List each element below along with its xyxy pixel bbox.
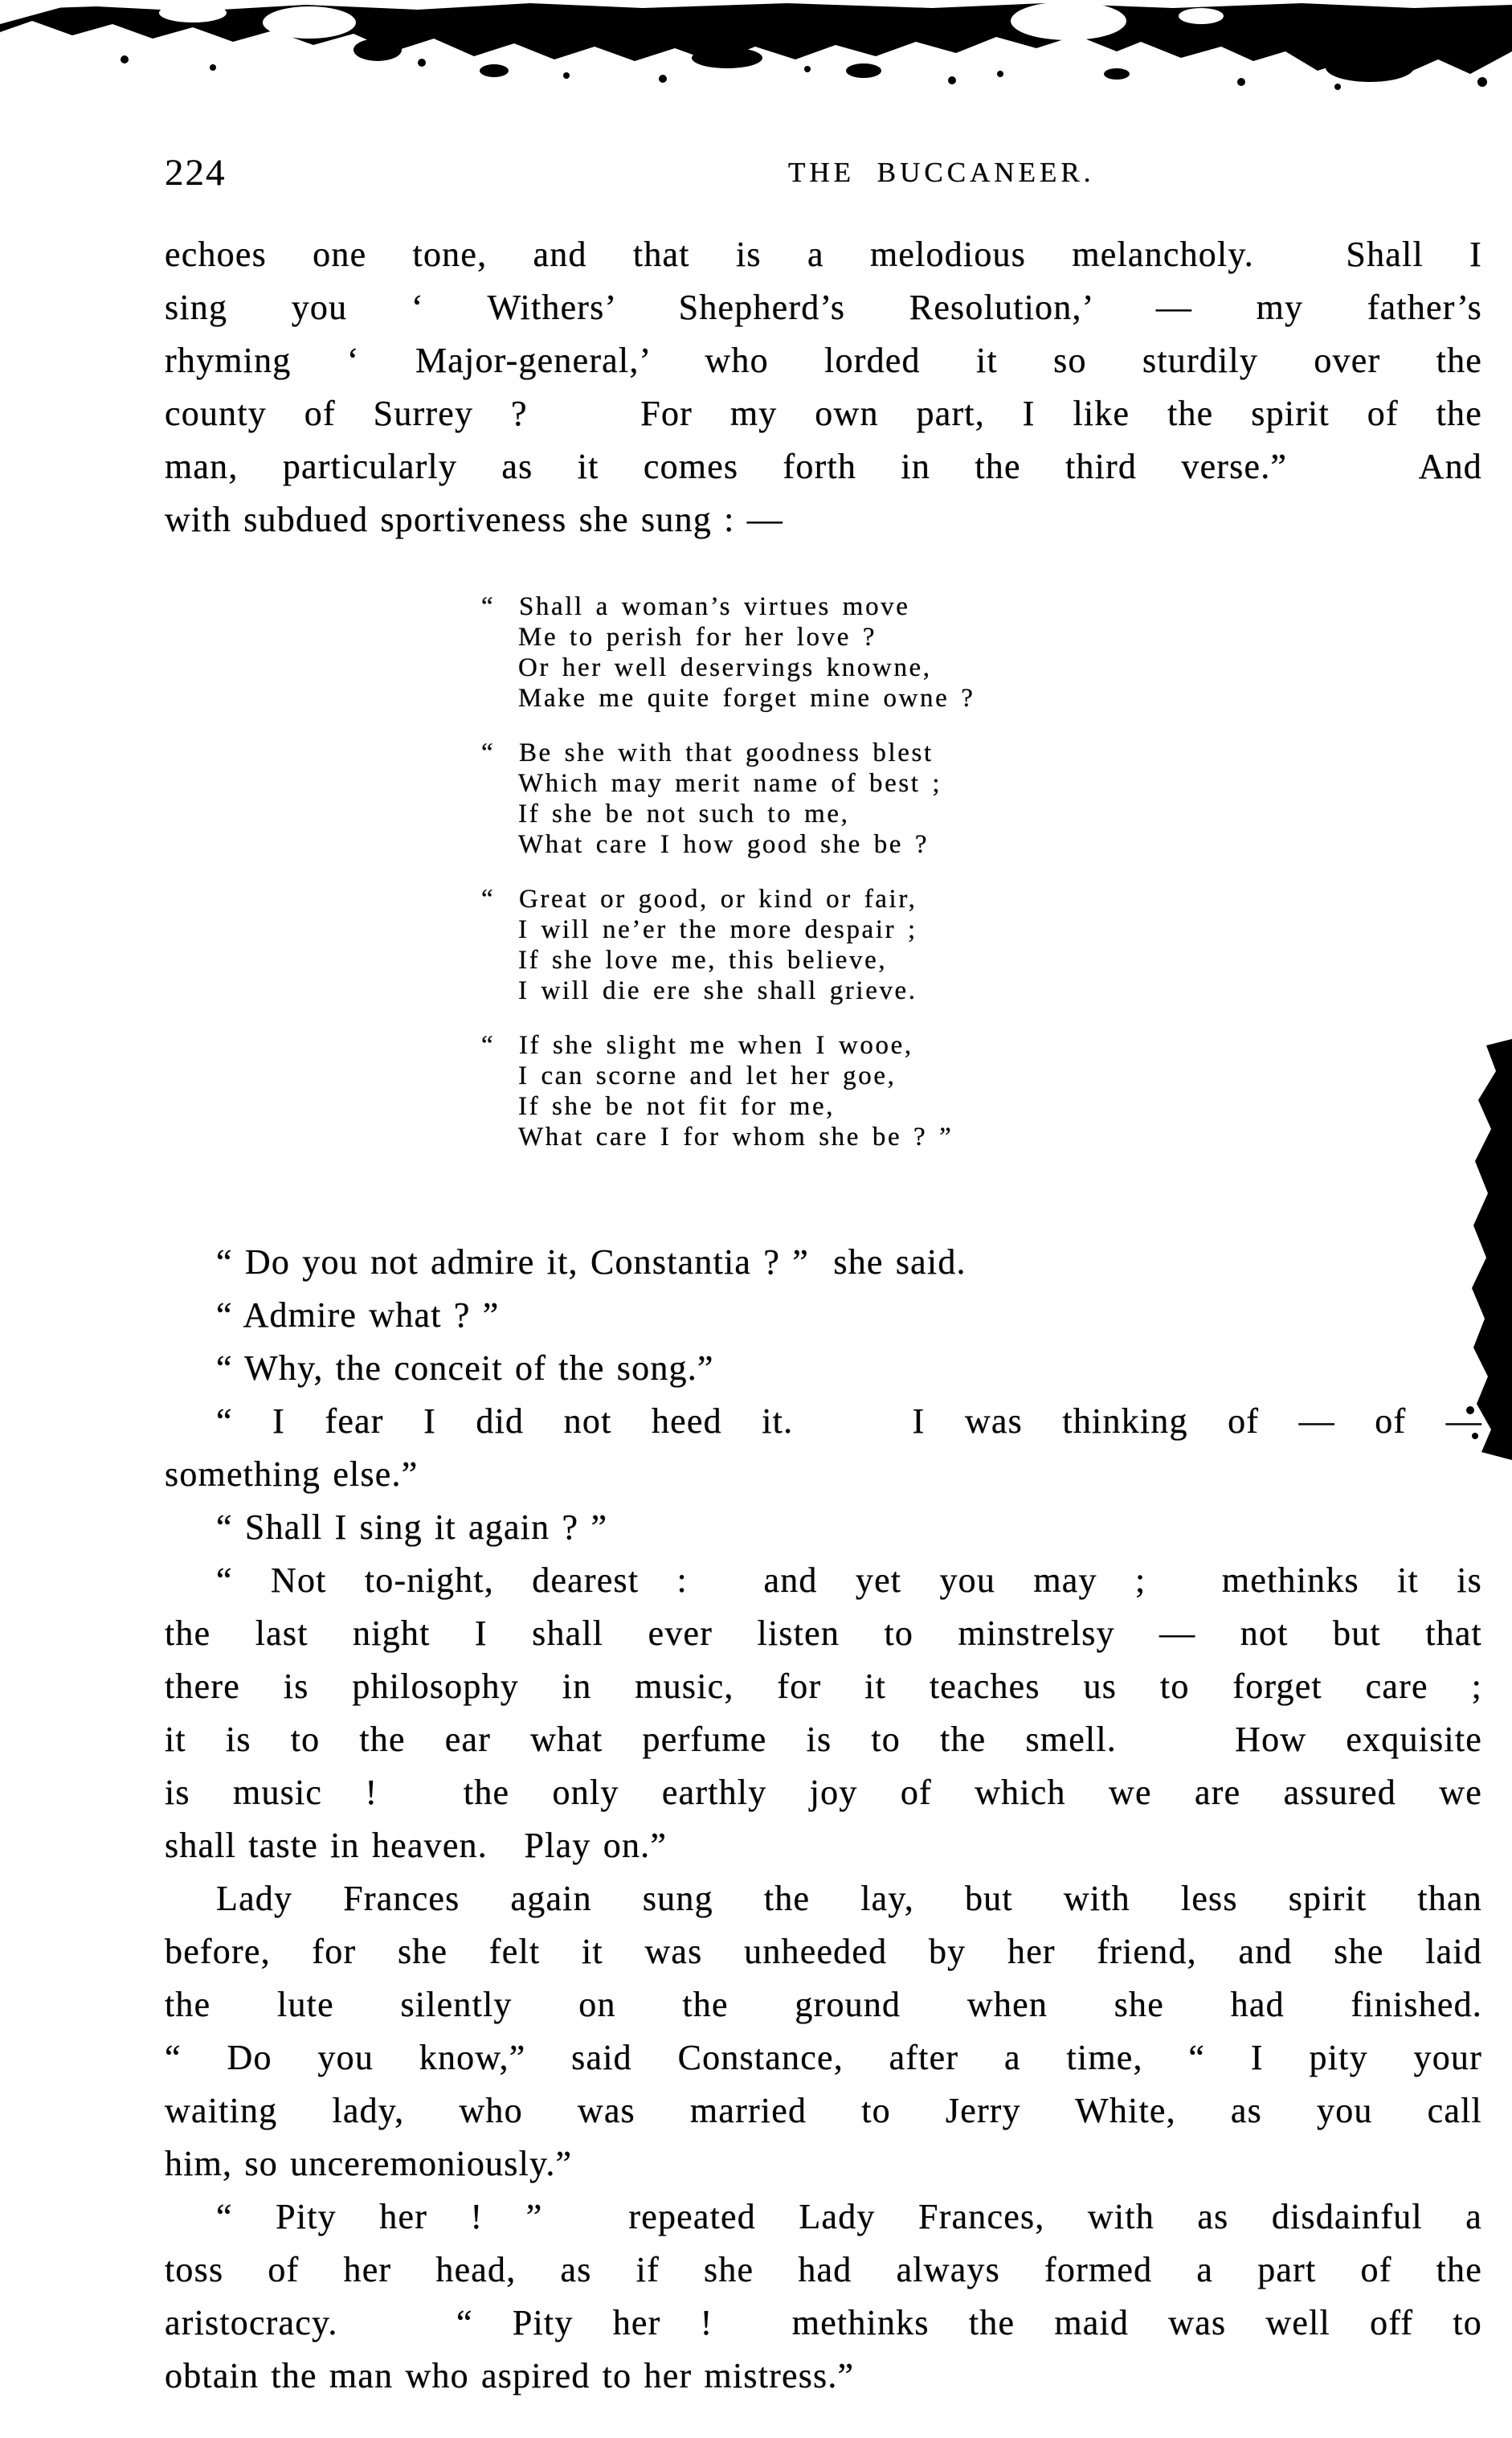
intro-paragraphs bbox=[165, 228, 1482, 546]
text-line: sing you ‘ Withers’ Shepherd’s Resolution,’ — my father’s bbox=[165, 288, 1482, 327]
text-line: “ Pity her ! ” repeated Lady Frances, with as disdainful a bbox=[216, 2197, 1482, 2236]
text-line: “ I fear I did not heed it. I was thinking of — of — bbox=[216, 1401, 1482, 1441]
poem-stanza-4 bbox=[481, 1030, 1482, 1152]
text-line: Lady Frances again sung the lay, but with less spirit than bbox=[216, 1879, 1482, 1918]
paragraph-dialogue-8 bbox=[165, 2191, 1482, 2403]
text-line: “ Admire what ? ” bbox=[216, 1295, 500, 1335]
text-line: shall taste in heaven. Play on.” bbox=[165, 1826, 668, 1865]
text-line: man, particularly as it comes forth in the third verse.” And bbox=[165, 447, 1482, 486]
text-line: aristocracy. “ Pity her ! methinks the maid was well off to bbox=[165, 2303, 1482, 2342]
text-line: with subdued sportiveness she sung : — bbox=[165, 500, 784, 539]
text-line: waiting lady, who was married to Jerry White, as you call bbox=[165, 2091, 1482, 2130]
text-line: county of Surrey ? For my own part, I like the spirit of the bbox=[165, 394, 1482, 433]
text-line: “ Be she with that goodness blest bbox=[481, 738, 934, 767]
text-line: If she love me, this believe, bbox=[518, 946, 888, 975]
text-line: “ Shall I sing it again ? ” bbox=[216, 1507, 608, 1547]
text-line: the lute silently on the ground when she had finished. bbox=[165, 1985, 1482, 2024]
text-line: I will die ere she shall grieve. bbox=[518, 976, 917, 1005]
text-line: “ Great or good, or kind or fair, bbox=[481, 885, 917, 914]
paragraph-dialogue-5 bbox=[165, 1501, 1482, 1554]
paragraph-dialogue-7 bbox=[165, 1872, 1482, 2191]
text-line: What care I for whom she be ? ” bbox=[518, 1123, 954, 1152]
paragraph-dialogue-3 bbox=[165, 1342, 1482, 1395]
dialogue-paragraphs bbox=[165, 1236, 1482, 2403]
text-line: “ Do you not admire it, Constantia ? ” she said. bbox=[216, 1242, 966, 1282]
text-line: Which may merit name of best ; bbox=[518, 769, 942, 798]
paragraph-dialogue-6 bbox=[165, 1554, 1482, 1872]
page-header bbox=[165, 151, 1482, 193]
text-line: Or her well deservings knowne, bbox=[518, 653, 932, 682]
text-line: Me to perish for her love ? bbox=[518, 623, 877, 652]
paragraph-dialogue-1 bbox=[165, 1236, 1482, 1289]
text-line: rhyming ‘ Major-general,’ who lorded it so sturdily over the bbox=[165, 341, 1482, 380]
text-line: before, for she felt it was unheeded by her friend, and she laid bbox=[165, 1932, 1482, 1971]
text-line: “ Not to-night, dearest : and yet you may ; methinks it is bbox=[216, 1561, 1482, 1600]
text-line: him, so unceremoniously.” bbox=[165, 2144, 573, 2183]
text-line: If she be not fit for me, bbox=[518, 1092, 836, 1121]
paragraph-intro bbox=[165, 228, 1482, 546]
scan-noise-top-band bbox=[0, 0, 1512, 121]
text-line: the last night I shall ever listen to minstrelsy — not but that bbox=[165, 1614, 1482, 1653]
text-line: I will ne’er the more despair ; bbox=[518, 915, 917, 944]
poem-stanza-3 bbox=[481, 884, 1482, 1006]
text-line: is music ! the only earthly joy of which we are assured we bbox=[165, 1773, 1482, 1812]
text-line: Make me quite forget mine owne ? bbox=[518, 684, 975, 713]
text-line: What care I how good she be ? bbox=[518, 830, 930, 859]
paragraph-dialogue-4 bbox=[165, 1395, 1482, 1501]
page-number: 224 bbox=[165, 152, 227, 194]
song-poem bbox=[165, 591, 1482, 1152]
text-line: “ If she slight me when I wooe, bbox=[481, 1031, 913, 1060]
text-line: something else.” bbox=[165, 1454, 419, 1494]
page-body bbox=[165, 228, 1482, 2403]
poem-stanza-1 bbox=[481, 591, 1482, 714]
paragraph-dialogue-2 bbox=[165, 1289, 1482, 1342]
text-line: obtain the man who aspired to her mistress.” bbox=[165, 2356, 855, 2395]
text-line: toss of her head, as if she had always formed a part of the bbox=[165, 2250, 1482, 2289]
running-title: THE BUCCANEER. bbox=[788, 157, 1095, 188]
text-line: there is philosophy in music, for it teaches us to forget care ; bbox=[165, 1667, 1482, 1706]
text-line: “ Shall a woman’s virtues move bbox=[481, 592, 910, 621]
text-line: “ Why, the conceit of the song.” bbox=[216, 1348, 714, 1388]
text-line: “ Do you know,” said Constance, after a time, “ I pity your bbox=[165, 2038, 1482, 2077]
poem-stanza-2 bbox=[481, 738, 1482, 860]
text-line: I can scorne and let her goe, bbox=[518, 1062, 897, 1090]
text-line: it is to the ear what perfume is to the smell. How exquisite bbox=[165, 1720, 1482, 1759]
text-line: echoes one tone, and that is a melodious melancholy. Shall I bbox=[165, 235, 1482, 274]
text-line: If she be not such to me, bbox=[518, 800, 850, 828]
